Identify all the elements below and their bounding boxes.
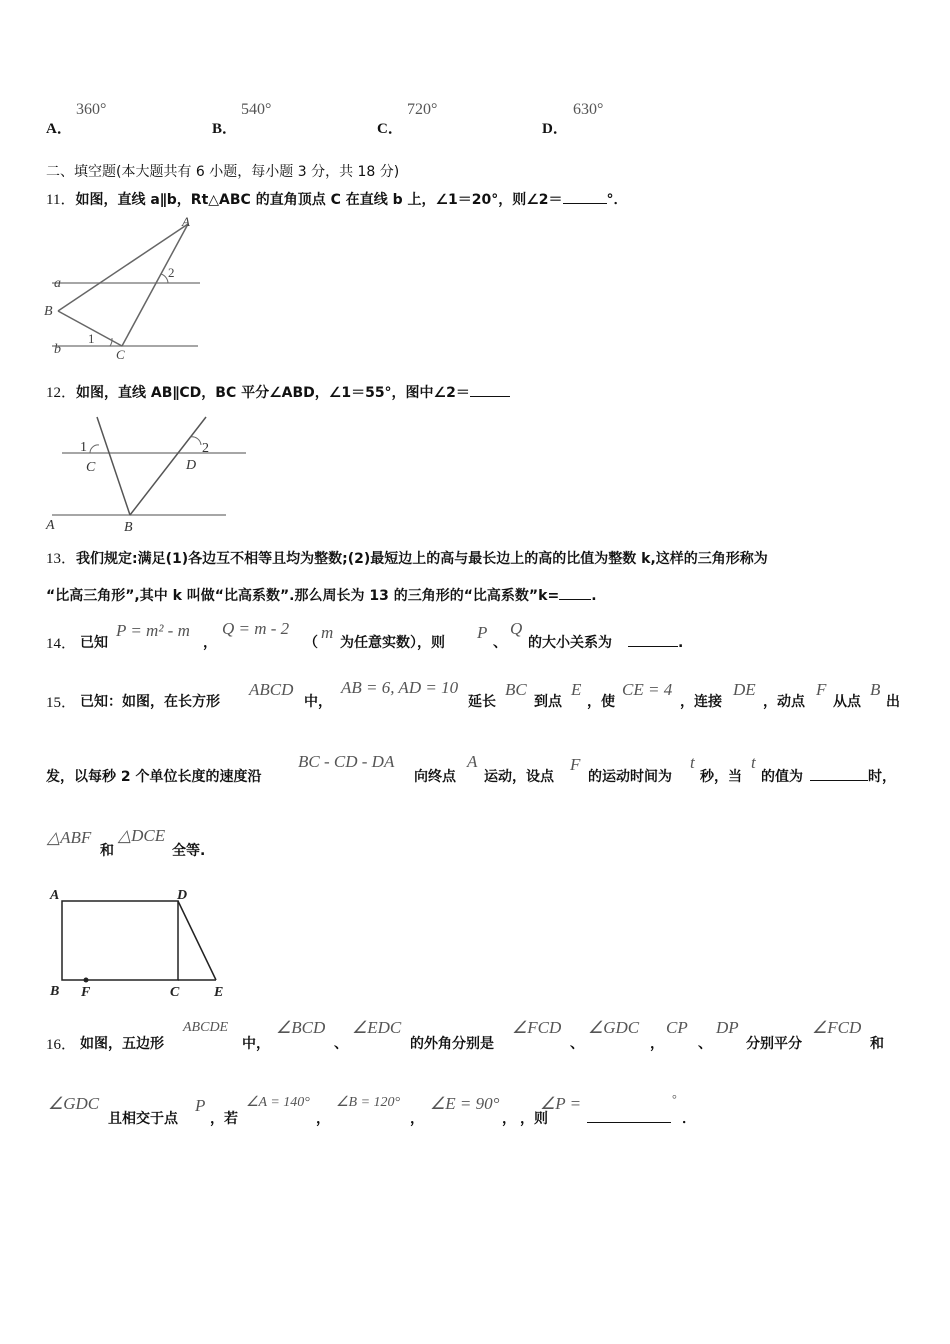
q16-sep-3: ， — [502, 1111, 516, 1127]
line-bc — [97, 417, 130, 515]
point-a: A — [467, 752, 478, 771]
question-text-2: “比高三角形”,其中 k 叫做“比高系数”.那么周长为 13 的三角形的“比高系数”k= — [46, 588, 560, 604]
q15-line3-end: 全等. — [172, 843, 206, 859]
question-number: 12． — [46, 385, 77, 401]
label-a-point: A — [182, 214, 190, 229]
q15-line2-e: 秒，当 — [700, 769, 742, 785]
q15-text-1: 已知：如图，在长方形 — [80, 694, 220, 710]
condition-a: ∠A = 140° — [246, 1095, 310, 1110]
label-a: A — [50, 888, 60, 903]
degree-sign: ° — [672, 1092, 677, 1106]
condition-e: ∠E = 90° — [430, 1094, 500, 1113]
q15-line2-g: 时， — [868, 769, 896, 785]
option-b-value: 540° — [241, 101, 272, 118]
segment-de — [178, 901, 216, 980]
question-text: 如图，直线 a∥b，Rt△ABC 的直角顶点 C 在直线 b 上，∠1＝20°，则∠2＝ — [75, 192, 563, 208]
q16-text-4: 分别平分 — [746, 1036, 802, 1052]
q16-comma: ， — [650, 1036, 664, 1052]
label-angle-1: 1 — [88, 331, 95, 346]
point-p: P — [195, 1096, 206, 1115]
q15-line2-a: 发，以每秒 2 个单位长度的速度沿 — [46, 769, 262, 785]
var-p: P — [477, 623, 488, 642]
answer-blank — [810, 766, 868, 781]
q16-sep-1: ， — [316, 1111, 330, 1127]
label-d: D — [177, 888, 188, 903]
q15-line2-d: 的运动时间为 — [588, 769, 672, 785]
q-expression: Q = m - 2 — [222, 619, 290, 638]
var-t-2: t — [751, 753, 756, 772]
label-angle-2: 2 — [202, 441, 209, 456]
q15-answer — [810, 766, 896, 786]
angle-fcd: ∠FCD — [512, 1018, 562, 1037]
seg-bc: BC — [505, 680, 527, 699]
label-angle-1: 1 — [80, 440, 87, 455]
q14-sep: ， — [203, 635, 217, 651]
angle-edc: ∠EDC — [352, 1018, 402, 1037]
condition-b: ∠B = 120° — [336, 1095, 401, 1110]
angle-1-arc — [90, 445, 99, 453]
label-c: C — [170, 985, 180, 1000]
var-t: t — [690, 753, 695, 772]
label-b: B — [124, 520, 133, 535]
q16-sep-2: ， — [410, 1111, 424, 1127]
option-d-label: D． — [542, 121, 568, 137]
question-end: . — [678, 635, 684, 651]
q15-text-5: ，使 — [587, 694, 615, 710]
label-angle-2: 2 — [168, 265, 175, 280]
answer-blank — [563, 189, 607, 204]
question-number: 11． — [46, 192, 76, 208]
q16-text-5: 和 — [870, 1036, 884, 1052]
question-13-line2 — [46, 585, 597, 605]
answer-blank — [470, 382, 510, 397]
question-number: 13． — [46, 551, 77, 567]
side-ca — [122, 224, 188, 346]
q15-text-4: 到点 — [534, 694, 562, 710]
q16-dun-3: 、 — [698, 1036, 712, 1052]
q14-text-4: 的大小关系为 — [528, 635, 612, 651]
label-b: B — [50, 984, 60, 999]
q15-path: BC - CD - DA — [298, 752, 395, 771]
rectangle-abcd — [62, 901, 178, 980]
option-b-label: B． — [212, 121, 238, 137]
triangle-dce: △DCE — [118, 826, 166, 845]
point-f: F — [816, 680, 827, 699]
seg-dp: DP — [716, 1018, 739, 1037]
point-b: B — [870, 680, 881, 699]
question-text-1: 我们规定:满足(1)各边互不相等且均为整数;(2)最短边上的高与最长边上的高的比值为整数 k,这样的三角形称为 — [76, 551, 768, 567]
q14-dun: 、 — [493, 635, 507, 651]
option-c-label: C． — [377, 121, 403, 137]
answer-blank — [587, 1108, 671, 1123]
q16-dun-2: 、 — [570, 1036, 584, 1052]
label-a: A — [46, 518, 55, 533]
point-e: E — [571, 680, 582, 699]
var-q: Q — [510, 619, 523, 638]
angle-2-arc — [190, 437, 201, 445]
answer-blank — [559, 585, 591, 600]
answer-blank-wrap — [587, 1108, 671, 1127]
question-end: °． — [606, 192, 628, 208]
section-heading: 二、填空题(本大题共有 6 小题，每小题 3 分，共 18 分) — [46, 164, 400, 180]
question-11 — [46, 188, 628, 209]
q16-text-7: ，若 — [210, 1111, 238, 1127]
figure-q12 — [40, 405, 255, 535]
point-f-2: F — [570, 755, 581, 774]
label-f: F — [81, 985, 91, 1000]
question-number: 15． — [46, 695, 77, 711]
q15-line2-f: 的值为 — [761, 769, 803, 785]
angle-2-arc — [161, 274, 168, 283]
q16-text-6: 且相交于点 — [108, 1111, 178, 1127]
q15-text-3: 延长 — [468, 694, 496, 710]
angle-fcd-2: ∠FCD — [812, 1018, 862, 1037]
q14-answer — [628, 632, 683, 651]
label-c: C — [86, 460, 96, 475]
question-12 — [46, 381, 510, 402]
option-a-label: A． — [46, 121, 72, 137]
rect-abcd: ABCD — [249, 680, 294, 699]
p-expression: P = m² - m — [116, 621, 190, 640]
label-line-b: b — [54, 342, 61, 357]
option-a-value: 360° — [76, 101, 107, 118]
angle-gdc: ∠GDC — [588, 1018, 640, 1037]
q15-text-9: 出 — [886, 694, 900, 710]
angle-bcd: ∠BCD — [276, 1018, 326, 1037]
option-d-value: 630° — [573, 101, 604, 118]
point-f-dot — [84, 978, 89, 983]
seg-cp: CP — [666, 1018, 688, 1037]
option-c-value: 720° — [407, 101, 438, 118]
q16-text-2: 中， — [242, 1036, 270, 1052]
q15-text-8: 从点 — [833, 694, 861, 710]
question-end: . — [591, 588, 597, 604]
q16-text-3: 的外角分别是 — [410, 1036, 494, 1052]
seg-de: DE — [733, 680, 756, 699]
var-m: m — [321, 623, 334, 642]
label-d: D — [186, 458, 197, 473]
q15-he: 和 — [100, 843, 114, 859]
q14-text-2: （ — [304, 635, 318, 651]
q16-text-1: 如图，五边形 — [80, 1036, 164, 1052]
question-number: 16． — [46, 1037, 77, 1053]
q15-condition: AB = 6, AD = 10 — [341, 678, 459, 697]
q16-text-8: ，则 — [520, 1111, 548, 1127]
q15-ce: CE = 4 — [622, 680, 673, 699]
q15-line2-b: 向终点 — [414, 769, 456, 785]
q14-text-3: 为任意实数），则 — [340, 635, 445, 651]
q15-text-2: 中， — [304, 694, 332, 710]
label-c-point: C — [116, 347, 125, 362]
question-13-line1 — [46, 547, 768, 568]
label-line-a: a — [54, 276, 61, 291]
answer-blank — [628, 632, 678, 647]
triangle-abf: △ABF — [47, 828, 92, 847]
label-b-point: B — [44, 304, 53, 319]
question-number: 14． — [46, 636, 77, 652]
q15-line2-c: 运动，设点 — [484, 769, 554, 785]
question-end: ． — [682, 1111, 696, 1127]
q14-text-1: 已知 — [80, 635, 108, 651]
question-text: 如图，直线 AB∥CD，BC 平分∠ABD，∠1＝55°，图中∠2＝ — [76, 385, 470, 401]
figure-q11 — [40, 214, 215, 364]
label-e: E — [214, 985, 224, 1000]
figure-q15 — [40, 880, 240, 1005]
q16-dun-1: 、 — [334, 1036, 348, 1052]
angle-p-label: ∠P = — [540, 1094, 582, 1113]
q15-text-7: ，动点 — [763, 694, 805, 710]
angle-gdc-2: ∠GDC — [48, 1094, 100, 1113]
pentagon-abcde: ABCDE — [183, 1020, 229, 1035]
q15-text-6: ，连接 — [680, 694, 722, 710]
